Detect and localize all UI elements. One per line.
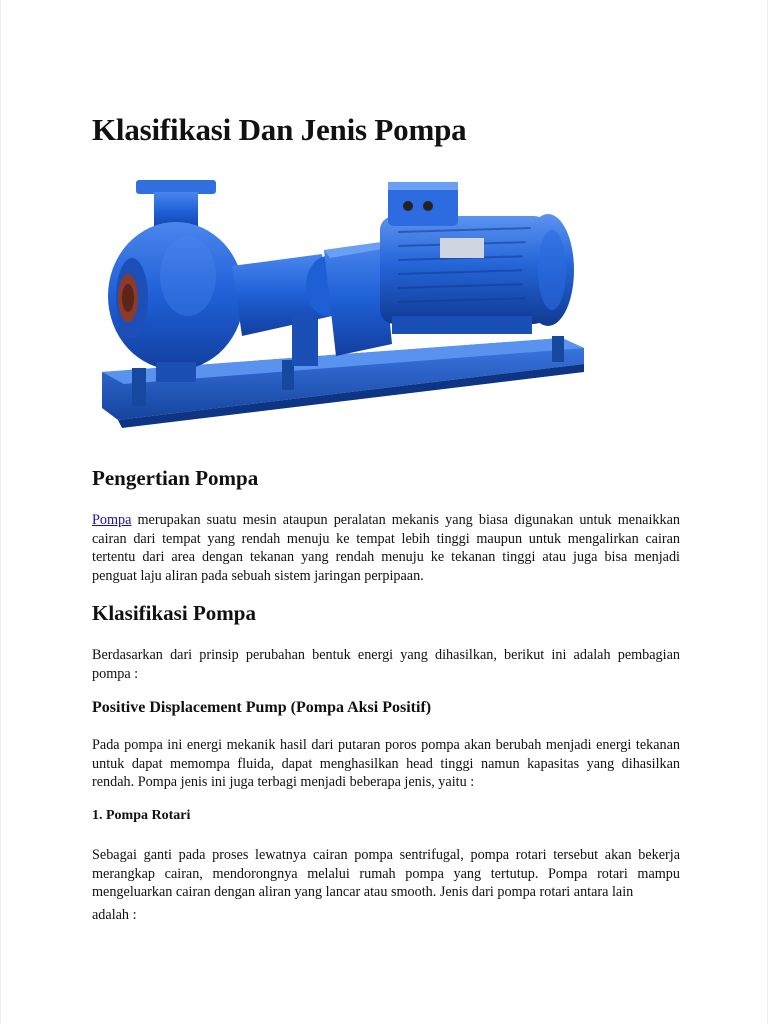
centrifugal-pump-illustration	[92, 176, 592, 446]
pump-casing	[108, 180, 244, 382]
paragraph-pengertian	[92, 511, 680, 585]
paragraph-pengertian-text: merupakan suatu mesin ataupun peralatan mekanis yang biasa digunakan untuk menaikkan cairan dari tempat yang rendah menuju ke tempat lebih tinggi maupun untuk mengalirkan cairan tertentu dari area dengan tekanan yang rendah menuju ke tekanan tinggi atau juga bisa menjadi penguat laju aliran pada sebuah sistem jaringan perpipaan.	[92, 512, 680, 584]
paragraph-rotari: Sebagai ganti pada proses lewatnya cairan pompa sentrifugal, pompa rotari tersebut akan bekerja merangkap cairan, mendorongnya melalui rumah pompa yang tertutup. Pompa rotari mampu mengeluarkan cairan dengan aliran yang lancar atau smooth. Jenis dari pompa rotari antara lain	[92, 847, 680, 900]
paragraph-rotari-trailing: adalah :	[92, 907, 137, 923]
electric-motor	[380, 182, 574, 334]
section-heading-positive: Positive Displacement Pump (Pompa Aksi Positif)	[92, 699, 432, 716]
pump-figure	[92, 176, 592, 446]
section-heading-rotari: 1. Pompa Rotari	[92, 808, 191, 823]
paragraph-klasifikasi: Berdasarkan dari prinsip perubahan bentuk energi yang dihasilkan, berikut ini adalah pembagian pompa :	[92, 647, 680, 682]
pompa-link[interactable]: Pompa	[92, 512, 132, 528]
section-heading-klasifikasi: Klasifikasi Pompa	[92, 601, 256, 625]
page-title: Klasifikasi Dan Jenis Pompa	[92, 112, 467, 147]
section-heading-pengertian: Pengertian Pompa	[92, 466, 259, 490]
paragraph-positive: Pada pompa ini energi mekanik hasil dari putaran poros pompa akan berubah menjadi energi tekanan untuk dapat memompa fluida, dapat menghasilkan head tinggi namun kapasitas yang dihasilkan rendah. Pompa jenis ini juga terbagi menjadi beberapa jenis, yaitu :	[92, 737, 680, 790]
